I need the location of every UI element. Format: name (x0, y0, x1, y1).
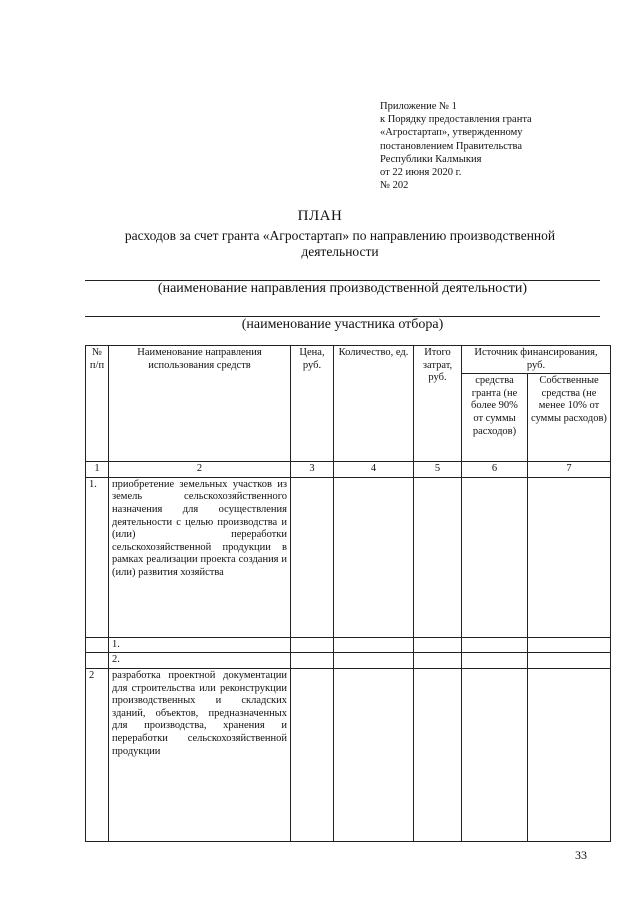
table-subrow (86, 653, 611, 669)
participant-caption: (наименование участника отбора) (241, 317, 444, 332)
cell-own (528, 653, 611, 669)
cell-price (291, 668, 334, 841)
cell-total (414, 668, 462, 841)
column-number: 4 (334, 462, 414, 478)
cell-empty (86, 637, 109, 653)
column-number: 7 (528, 462, 611, 478)
cell-total (414, 637, 462, 653)
appendix-line: Республики Калмыкия (380, 153, 482, 165)
header-total: Итого затрат, руб. (414, 346, 462, 462)
appendix-line: Приложение № 1 (380, 101, 457, 112)
cell-empty (86, 653, 109, 669)
column-number: 6 (462, 462, 528, 478)
header-quantity: Количество, ед. (334, 346, 414, 462)
header-own: Собственные средства (не менее 10% от суммы расходов) (528, 374, 611, 462)
row-number: 1. (86, 477, 109, 637)
cell-price (291, 653, 334, 669)
header-grant: средства гранта (не более 90% от суммы расходов) (462, 374, 528, 462)
header-source: Источник финансирования, руб. (462, 346, 611, 374)
row-direction-text: разработка проектной документации для строительства или реконструкции производственных и складских зданий, объектов, предназначенных для производства, хранения и переработки сельскохозяйственной продукции (109, 668, 291, 841)
document-subtitle: расходов за счет гранта «Агростартап» по направлению производственной деятельности (124, 228, 556, 259)
subrow-number: 1. (109, 637, 291, 653)
page-number: 33 (575, 848, 587, 862)
table-row (86, 477, 611, 637)
appendix-block (380, 100, 590, 192)
cell-grant (462, 637, 528, 653)
direction-caption: (наименование направления производственной деятельности) (157, 281, 528, 296)
cell-own (528, 477, 611, 637)
cell-own (528, 637, 611, 653)
table-subrow (86, 637, 611, 653)
cell-own (528, 668, 611, 841)
column-number-row (86, 462, 611, 478)
column-number: 2 (109, 462, 291, 478)
cell-total (414, 477, 462, 637)
appendix-line: к Порядку предоставления гранта (380, 114, 532, 126)
column-number: 1 (86, 462, 109, 478)
appendix-line: «Агростартап», утвержденному (380, 127, 523, 139)
header-direction: Наименование направления использования средств (109, 346, 291, 462)
cell-price (291, 477, 334, 637)
table-header-row (86, 346, 611, 374)
cell-total (414, 653, 462, 669)
cell-quantity (334, 477, 414, 637)
cell-quantity (334, 668, 414, 841)
appendix-line: от 22 июня 2020 г. (380, 167, 462, 179)
cell-price (291, 637, 334, 653)
row-direction-text: приобретение земельных участков из земель сельскохозяйственного назначения для осуществления деятельности с целью производства и (или) переработки сельскохозяйственной продукции в рамках реализации проекта создания и (или) развития хозяйства (109, 477, 291, 637)
cell-grant (462, 653, 528, 669)
cell-grant (462, 477, 528, 637)
subrow-number: 2. (109, 653, 291, 669)
column-number: 3 (291, 462, 334, 478)
cell-quantity (334, 637, 414, 653)
appendix-line: постановлением Правительства (380, 140, 523, 152)
cell-grant (462, 668, 528, 841)
header-no: № п/п (86, 346, 109, 462)
header-price: Цена, руб. (291, 346, 334, 462)
cell-quantity (334, 653, 414, 669)
column-number: 5 (414, 462, 462, 478)
appendix-line: № 202 (380, 180, 409, 192)
table-row (86, 668, 611, 841)
document-title: ПЛАН (297, 208, 343, 224)
expense-plan-table (85, 345, 611, 842)
row-number: 2 (86, 668, 109, 841)
